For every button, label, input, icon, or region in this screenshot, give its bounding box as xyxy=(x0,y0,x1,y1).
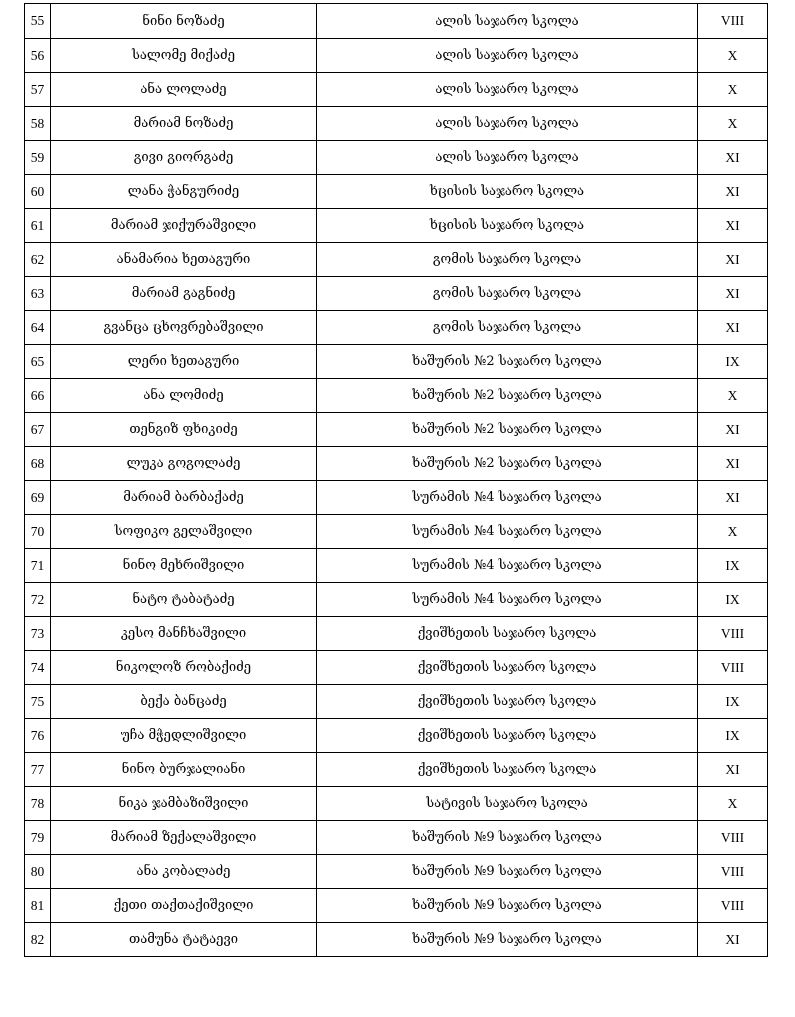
school-name: სატივის საჯარო სკოლა xyxy=(317,787,698,821)
table-row xyxy=(25,345,768,379)
student-name: გვანცა ცხოვრებაშვილი xyxy=(51,311,317,345)
school-name: ხაშურის №9 საჯარო სკოლა xyxy=(317,821,698,855)
table-row xyxy=(25,481,768,515)
table-row xyxy=(25,583,768,617)
table-body xyxy=(25,4,768,957)
grade-level: XI xyxy=(698,481,768,515)
grade-level: XI xyxy=(698,243,768,277)
table-row xyxy=(25,175,768,209)
student-name: ნინო მეხრიშვილი xyxy=(51,549,317,583)
grade-level: X xyxy=(698,379,768,413)
school-name: ქვიშხეთის საჯარო სკოლა xyxy=(317,685,698,719)
table-row xyxy=(25,855,768,889)
row-number: 76 xyxy=(25,719,51,753)
school-name: ქვიშხეთის საჯარო სკოლა xyxy=(317,617,698,651)
table-row xyxy=(25,243,768,277)
grade-level: IX xyxy=(698,345,768,379)
school-name: ხაშურის №2 საჯარო სკოლა xyxy=(317,345,698,379)
student-name: მარიამ ზექალაშვილი xyxy=(51,821,317,855)
row-number: 70 xyxy=(25,515,51,549)
student-name: ანა ლოლაძე xyxy=(51,73,317,107)
school-name: ქვიშხეთის საჯარო სკოლა xyxy=(317,753,698,787)
table-row xyxy=(25,651,768,685)
student-name: გივი გიორგაძე xyxy=(51,141,317,175)
grade-level: XI xyxy=(698,141,768,175)
student-name: უჩა მჭედლიშვილი xyxy=(51,719,317,753)
participants-table xyxy=(24,3,768,957)
school-name: ხაშურის №9 საჯარო სკოლა xyxy=(317,855,698,889)
grade-level: IX xyxy=(698,583,768,617)
student-name: სალომე მიქაძე xyxy=(51,39,317,73)
student-name: ნიკა ჯამბაზიშვილი xyxy=(51,787,317,821)
grade-level: VIII xyxy=(698,4,768,39)
grade-level: X xyxy=(698,515,768,549)
student-name: მარიამ გაგნიძე xyxy=(51,277,317,311)
student-name: ლუკა გოგოლაძე xyxy=(51,447,317,481)
grade-level: XI xyxy=(698,311,768,345)
grade-level: XI xyxy=(698,753,768,787)
student-name: მარიამ ნოზაძე xyxy=(51,107,317,141)
row-number: 71 xyxy=(25,549,51,583)
table-row xyxy=(25,4,768,39)
school-name: ხცისის საჯარო სკოლა xyxy=(317,209,698,243)
school-name: ალის საჯარო სკოლა xyxy=(317,141,698,175)
school-name: ალის საჯარო სკოლა xyxy=(317,107,698,141)
row-number: 77 xyxy=(25,753,51,787)
row-number: 65 xyxy=(25,345,51,379)
grade-level: VIII xyxy=(698,651,768,685)
school-name: ხაშურის №2 საჯარო სკოლა xyxy=(317,379,698,413)
school-name: ხცისის საჯარო სკოლა xyxy=(317,175,698,209)
student-name: ქეთი თაქთაქიშვილი xyxy=(51,889,317,923)
table-row xyxy=(25,617,768,651)
table-row xyxy=(25,821,768,855)
row-number: 66 xyxy=(25,379,51,413)
student-name: ლერი ხეთაგური xyxy=(51,345,317,379)
student-name: ნინო ბურჯალიანი xyxy=(51,753,317,787)
student-name: ანამარია ხეთაგური xyxy=(51,243,317,277)
school-name: სურამის №4 საჯარო სკოლა xyxy=(317,549,698,583)
row-number: 57 xyxy=(25,73,51,107)
row-number: 68 xyxy=(25,447,51,481)
row-number: 80 xyxy=(25,855,51,889)
grade-level: VIII xyxy=(698,821,768,855)
student-name: სოფიკო გელაშვილი xyxy=(51,515,317,549)
row-number: 63 xyxy=(25,277,51,311)
student-name: ანა კობალაძე xyxy=(51,855,317,889)
school-name: სურამის №4 საჯარო სკოლა xyxy=(317,481,698,515)
grade-level: VIII xyxy=(698,889,768,923)
student-name: მარიამ ბარბაქაძე xyxy=(51,481,317,515)
grade-level: X xyxy=(698,107,768,141)
table-row xyxy=(25,413,768,447)
table-row xyxy=(25,39,768,73)
row-number: 59 xyxy=(25,141,51,175)
table-row xyxy=(25,141,768,175)
table-row xyxy=(25,719,768,753)
table-row xyxy=(25,447,768,481)
row-number: 81 xyxy=(25,889,51,923)
row-number: 75 xyxy=(25,685,51,719)
grade-level: IX xyxy=(698,549,768,583)
school-name: სურამის №4 საჯარო სკოლა xyxy=(317,583,698,617)
student-name: ანა ლომიძე xyxy=(51,379,317,413)
row-number: 58 xyxy=(25,107,51,141)
row-number: 60 xyxy=(25,175,51,209)
table-row xyxy=(25,73,768,107)
school-name: გომის საჯარო სკოლა xyxy=(317,243,698,277)
row-number: 61 xyxy=(25,209,51,243)
school-name: ხაშურის №2 საჯარო სკოლა xyxy=(317,413,698,447)
table-row xyxy=(25,549,768,583)
grade-level: IX xyxy=(698,719,768,753)
table-row xyxy=(25,787,768,821)
grade-level: X xyxy=(698,73,768,107)
row-number: 62 xyxy=(25,243,51,277)
grade-level: XI xyxy=(698,209,768,243)
student-name: ნინი ნოზაძე xyxy=(51,4,317,39)
school-name: ხაშურის №2 საჯარო სკოლა xyxy=(317,447,698,481)
row-number: 69 xyxy=(25,481,51,515)
table-row xyxy=(25,923,768,957)
school-name: სურამის №4 საჯარო სკოლა xyxy=(317,515,698,549)
table-row xyxy=(25,515,768,549)
grade-level: X xyxy=(698,787,768,821)
student-name: მარიამ ჯიქურაშვილი xyxy=(51,209,317,243)
student-name: ნიკოლოზ რობაქიძე xyxy=(51,651,317,685)
table-row xyxy=(25,379,768,413)
student-name: ბექა ბანცაძე xyxy=(51,685,317,719)
grade-level: XI xyxy=(698,923,768,957)
grade-level: VIII xyxy=(698,855,768,889)
school-name: ალის საჯარო სკოლა xyxy=(317,73,698,107)
row-number: 72 xyxy=(25,583,51,617)
table-row xyxy=(25,753,768,787)
student-name: ლანა ჭანგურიძე xyxy=(51,175,317,209)
grade-level: XI xyxy=(698,175,768,209)
grade-level: X xyxy=(698,39,768,73)
grade-level: XI xyxy=(698,277,768,311)
school-name: გომის საჯარო სკოლა xyxy=(317,277,698,311)
grade-level: VIII xyxy=(698,617,768,651)
row-number: 79 xyxy=(25,821,51,855)
grade-level: XI xyxy=(698,413,768,447)
school-name: ხაშურის №9 საჯარო სკოლა xyxy=(317,889,698,923)
grade-level: XI xyxy=(698,447,768,481)
student-name: კესო მანჩხაშვილი xyxy=(51,617,317,651)
row-number: 56 xyxy=(25,39,51,73)
table-row xyxy=(25,685,768,719)
row-number: 67 xyxy=(25,413,51,447)
row-number: 82 xyxy=(25,923,51,957)
table-row xyxy=(25,889,768,923)
school-name: ქვიშხეთის საჯარო სკოლა xyxy=(317,719,698,753)
grade-level: IX xyxy=(698,685,768,719)
school-name: ქვიშხეთის საჯარო სკოლა xyxy=(317,651,698,685)
table-row xyxy=(25,209,768,243)
school-name: ალის საჯარო სკოლა xyxy=(317,4,698,39)
school-name: გომის საჯარო სკოლა xyxy=(317,311,698,345)
school-name: ალის საჯარო სკოლა xyxy=(317,39,698,73)
student-name: თენგიზ ფხიკიძე xyxy=(51,413,317,447)
table-row xyxy=(25,277,768,311)
student-name: ნატო ტაბატაძე xyxy=(51,583,317,617)
row-number: 78 xyxy=(25,787,51,821)
row-number: 55 xyxy=(25,4,51,39)
table-row xyxy=(25,107,768,141)
student-name: თამუნა ტატაევი xyxy=(51,923,317,957)
row-number: 74 xyxy=(25,651,51,685)
row-number: 64 xyxy=(25,311,51,345)
table-row xyxy=(25,311,768,345)
row-number: 73 xyxy=(25,617,51,651)
school-name: ხაშურის №9 საჯარო სკოლა xyxy=(317,923,698,957)
